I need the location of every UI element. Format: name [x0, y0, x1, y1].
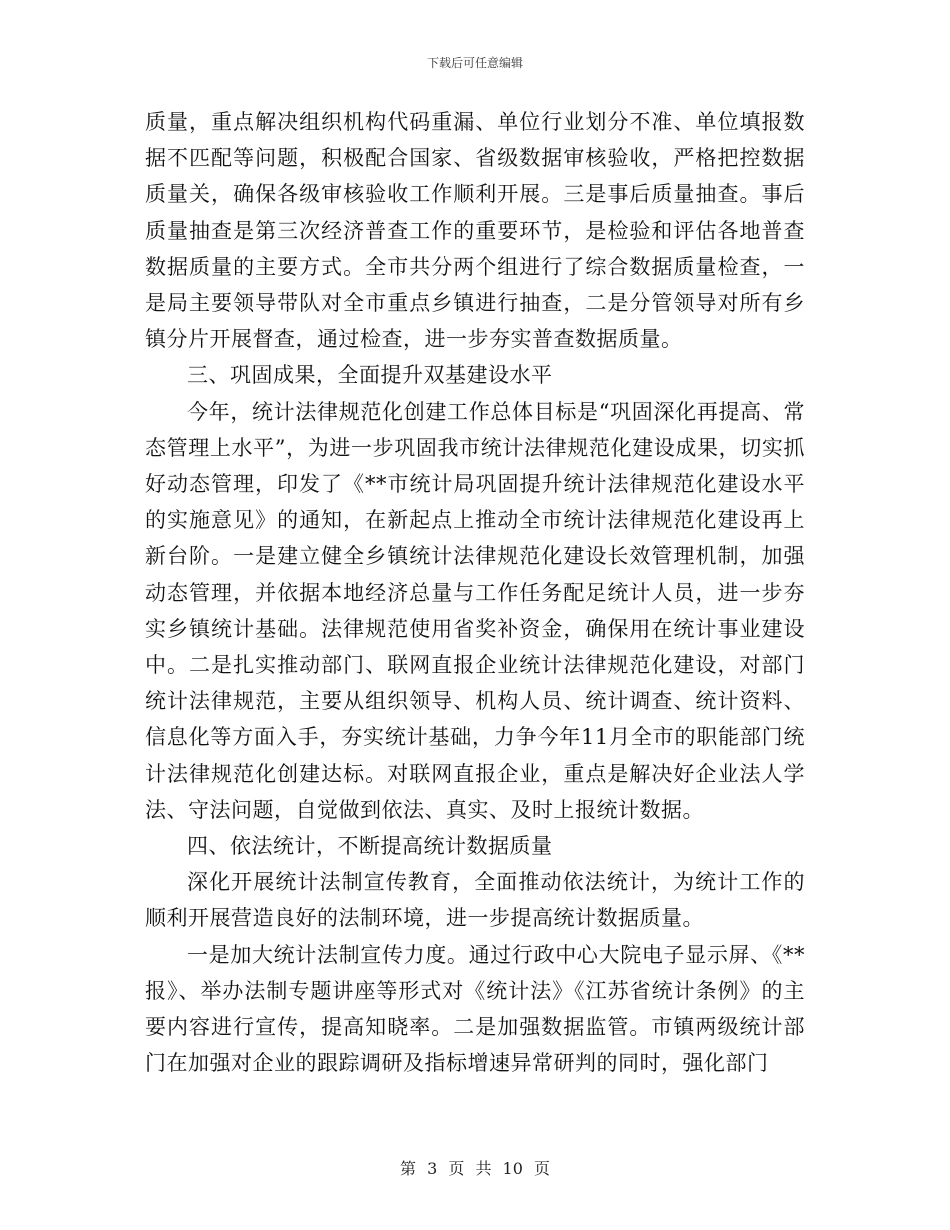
- paragraph-2: 今年，统计法律规范化创建工作总体目标是“巩固深化再提高、常态管理上水平”，为进一步巩固我市统计法律规范化建设成果，切实抓好动态管理，印发了《**市统计局巩固提升统计法律规范化建设水平的实施意见》的通知，在新起点上推动全市统计法律规范化建设再上新台阶。一是建立健全乡镇统计法律规范化建设长效管理机制，加强动态管理，并依据本地经济总量与工作任务配足统计人员，进一步夯实乡镇统计基础。法律规范使用省奖补资金，确保用在统计事业建设中。二是扎实推动部门、联网直报企业统计法律规范化建设，对部门统计法律规范，主要从组织领导、机构人员、统计调查、统计资料、信息化等方面入手，夯实统计基础，力争今年11月全市的职能部门统计法律规范化创建达标。对联网直报企业，重点是解决好企业法人学法、守法问题，自觉做到依法、真实、及时上报统计数据。: [145, 399, 805, 822]
- section-heading-3: 三、巩固成果，全面提升双基建设水平: [187, 363, 553, 388]
- paragraph-3: 深化开展统计法制宣传教育，全面推动依法统计，为统计工作的顺利开展营造良好的法制环境，进一步提高统计数据质量。: [145, 870, 805, 931]
- section-heading-4: 四、依法统计，不断提高统计数据质量: [187, 834, 553, 859]
- document-body: [145, 104, 805, 1081]
- paragraph-1: 质量，重点解决组织机构代码重漏、单位行业划分不准、单位填报数据不匹配等问题，积极配合国家、省级数据审核验收，严格把控数据质量关，确保各级审核验收工作顺利开展。三是事后质量抽查。事后质量抽查是第三次经济普查工作的重要环节，是检验和评估各地普查数据质量的主要方式。全市共分两个组进行了综合数据质量检查，一是局主要领导带队对全市重点乡镇进行抽查，二是分管领导对所有乡镇分片开展督查，通过检查，进一步夯实普查数据质量。: [145, 110, 805, 352]
- page-header-note: 下载后可任意编辑: [426, 56, 523, 70]
- paragraph-4: 一是加大统计法制宣传力度。通过行政中心大院电子显示屏、《**报》、举办法制专题讲座等形式对《统计法》《江苏省统计条例》的主要内容进行宣传，提高知晓率。二是加强数据监管。市镇两级统计部门在加强对企业的跟踪调研及指标增速异常研判的同时，强化部门: [145, 942, 805, 1076]
- page-number: 第 3 页 共 10 页: [400, 1159, 550, 1178]
